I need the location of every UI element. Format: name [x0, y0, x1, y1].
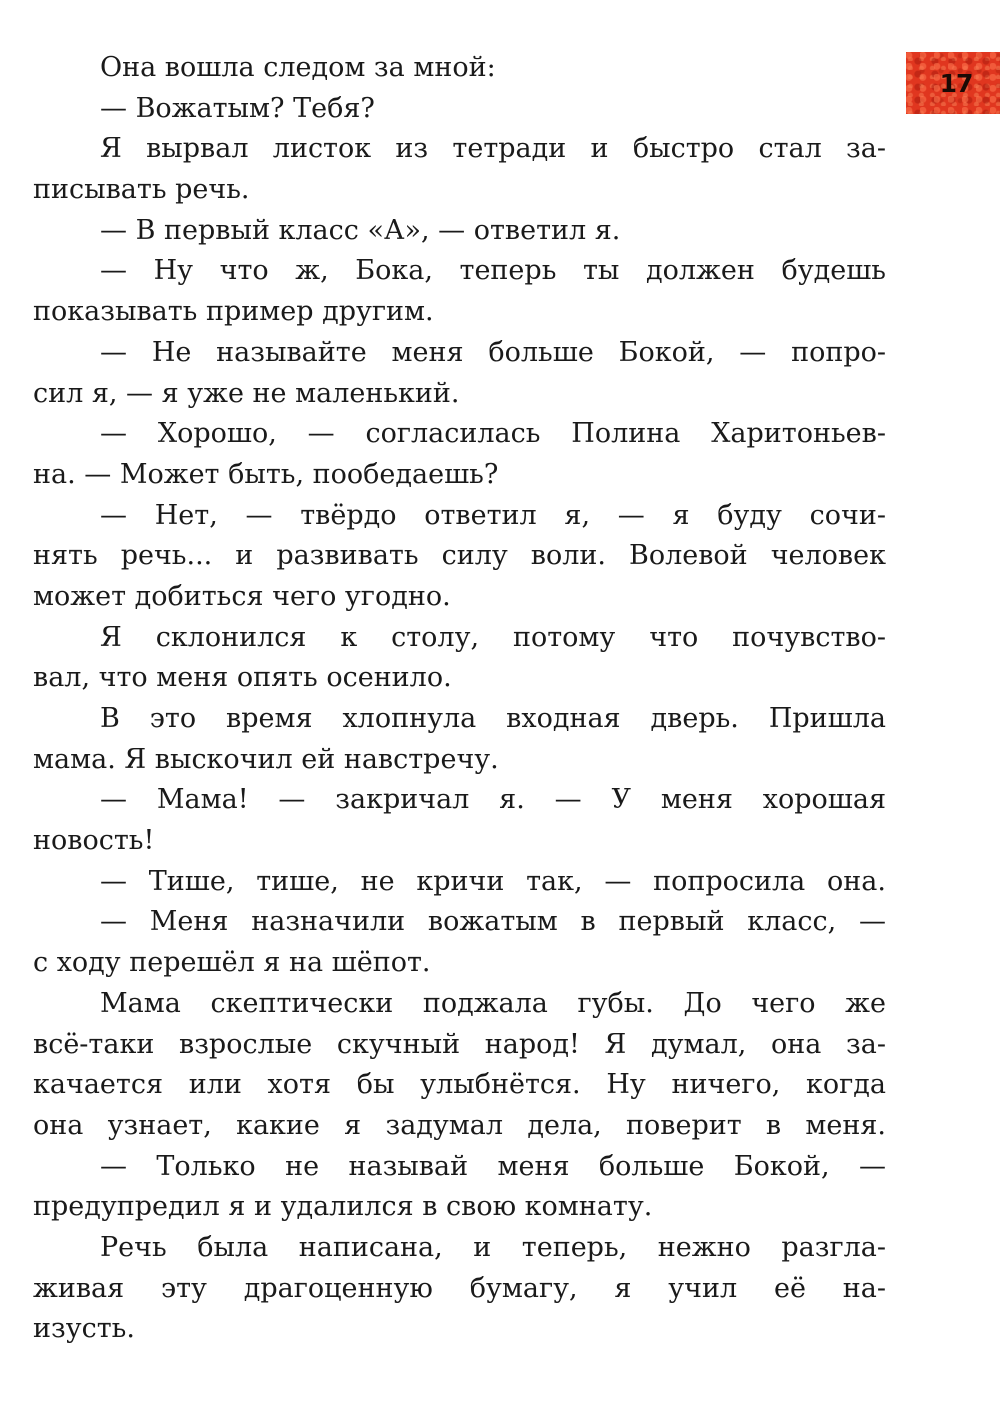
text-line: — В первый класс «А», — ответил я.: [100, 214, 621, 246]
text-line: показывать пример другим.: [33, 296, 434, 328]
text-line: — Ну что ж, Бока, теперь ты должен будешь: [100, 255, 886, 287]
text-line: — Только не называй меня больше Бокой, —: [100, 1150, 886, 1182]
text-line: — Хорошо, — согласилась Полина Харитоньев-: [100, 418, 886, 450]
page-number: 17: [939, 68, 973, 98]
text-line: нять речь... и развивать силу воли. Волевой человек: [33, 540, 886, 572]
text-line: В это время хлопнула входная дверь. Пришла: [100, 703, 886, 734]
text-line: всё-таки взрослые скучный народ! Я думал, она за-: [33, 1028, 886, 1060]
text-line: живая эту драгоценную бумагу, я учил её на-: [33, 1272, 886, 1304]
text-line: качается или хотя бы улыбнётся. Ну ничего, когда: [33, 1069, 886, 1101]
text-line: с ходу перешёл я на шёпот.: [33, 947, 431, 979]
text-line: Она вошла следом за мной:: [100, 52, 496, 83]
text-line: — Мама! — закричал я. — У меня хорошая: [100, 784, 886, 816]
page-number-tab: [906, 52, 1000, 114]
text-line: вал, что меня опять осенило.: [33, 662, 452, 694]
text-line: изусть.: [33, 1313, 135, 1345]
text-line: предупредил я и удалился в свою комнату.: [33, 1191, 653, 1223]
text-line: может добиться чего угодно.: [33, 580, 451, 612]
story-text: [33, 48, 886, 1350]
text-line: новость!: [33, 825, 155, 857]
text-line: — Не называйте меня больше Бокой, — попро-: [100, 336, 886, 368]
text-line: — Тише, тише, не кричи так, — попросила она.: [100, 865, 886, 897]
text-line: Речь была написана, и теперь, нежно разгла-: [100, 1231, 886, 1263]
text-line: Я склонился к столу, потому что почувство-: [100, 621, 886, 653]
text-line: — Нет, — твёрдо ответил я, — я буду сочи-: [100, 499, 886, 531]
text-line: сил я, — я уже не маленький.: [33, 377, 460, 409]
text-line: она узнает, какие я задумал дела, поверит в меня.: [33, 1109, 886, 1141]
text-line: Мама скептически поджала губы. До чего же: [100, 987, 886, 1019]
text-line: мама. Я выскочил ей навстречу.: [33, 743, 499, 775]
text-line: — Меня назначили вожатым в первый класс, —: [100, 906, 886, 938]
text-line: Я вырвал листок из тетради и быстро стал за-: [100, 133, 886, 165]
text-line: — Вожатым? Тебя?: [100, 92, 375, 124]
text-line: на. — Может быть, пообедаешь?: [33, 458, 499, 490]
text-line: писывать речь.: [33, 174, 250, 206]
